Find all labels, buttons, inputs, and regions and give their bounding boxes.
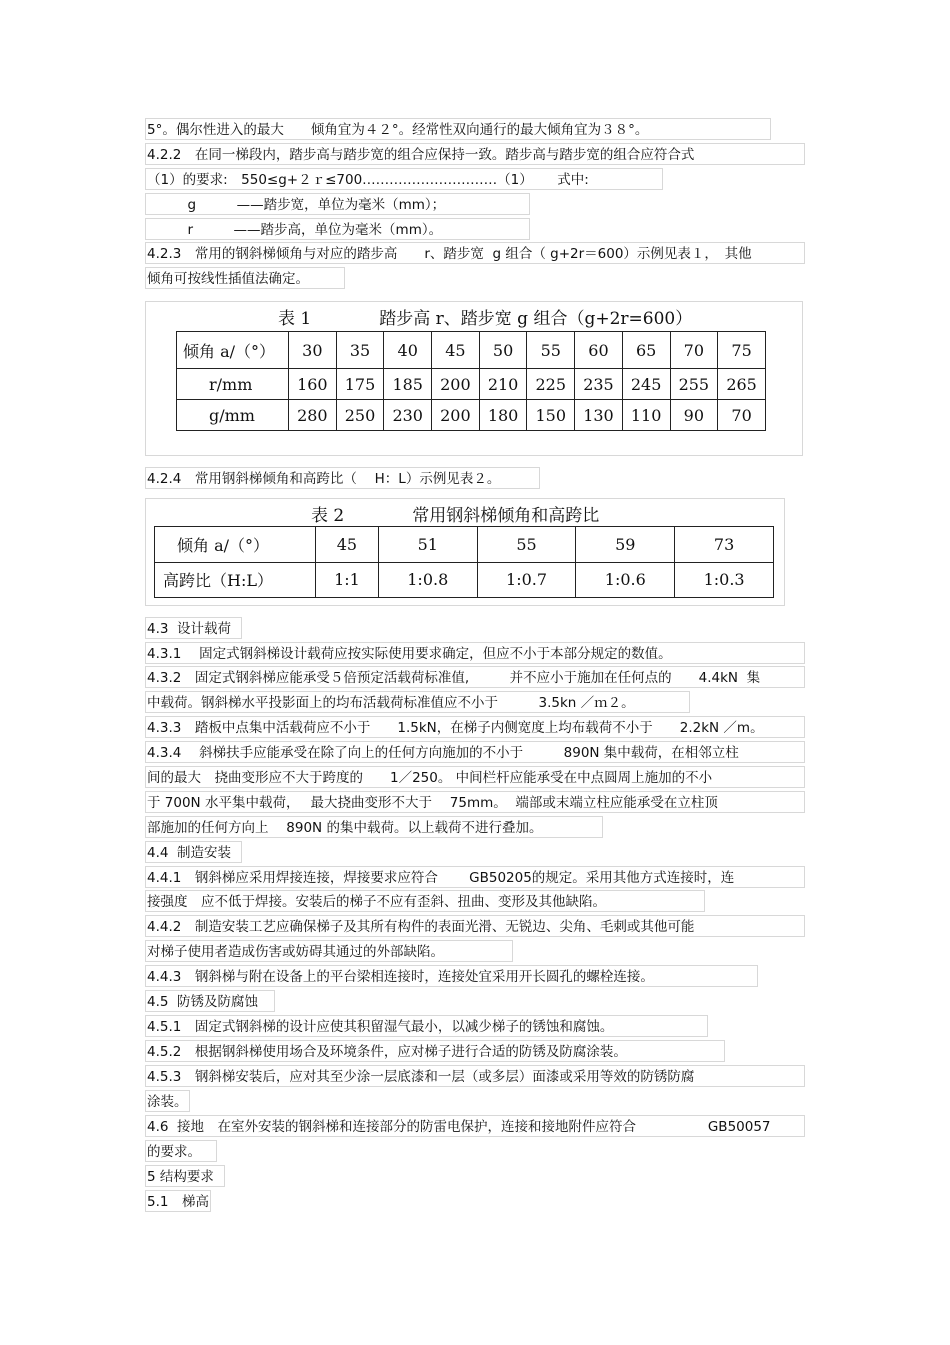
table-cell: 1:0.7: [477, 562, 576, 598]
text-line: 5°。偶尔性进入的最大 倾角宜为４２°。经常性双向通行的最大倾角宜为３８°。: [145, 118, 771, 140]
table-cell: 210: [479, 369, 527, 400]
table-cell: 130: [575, 400, 623, 431]
table-cell: 175: [336, 369, 384, 400]
text-line: 4.5.3 钢斜梯安装后，应对其至少涂一层底漆和一层（或多层）面漆或采用等效的防锈防腐: [145, 1065, 805, 1087]
text-line: 4.3.1 固定式钢斜梯设计载荷应按实际使用要求确定，但应不小于本部分规定的数值。: [145, 642, 805, 664]
text-line: 4.5.2 根据钢斜梯使用场合及环境条件，应对梯子进行合适的防锈及防腐涂装。: [145, 1040, 725, 1062]
section-heading: 4.3 设计载荷: [145, 617, 242, 639]
text-line: 的要求。: [145, 1140, 217, 1162]
table1: [176, 331, 766, 431]
text-line: 部施加的任何方向上 890N 的集中载荷。以上载荷不进行叠加。: [145, 816, 603, 838]
text-line: 4.2.4 常用钢斜梯倾角和高跨比（ H：L）示例见表２。: [145, 467, 540, 489]
table-cell: 230: [384, 400, 432, 431]
text-line: 中载荷。钢斜梯水平投影面上的均布活载荷标准值应不小于 3.5kn ／ｍ２。: [145, 691, 690, 713]
table-cell: 59: [576, 527, 675, 563]
table-cell: 200: [432, 400, 480, 431]
table1-caption: 表 1 踏步高 r、踏步宽 g 组合（g+2r=600）: [278, 309, 693, 329]
text-line: 4.6 接地 在室外安装的钢斜梯和连接部分的防雷电保护，连接和接地附件应符合 GB50057: [145, 1115, 805, 1137]
table-cell: 高跨比（H:L）: [155, 562, 316, 598]
table-cell: 倾角 a/（°）: [177, 332, 289, 369]
table-cell: 180: [479, 400, 527, 431]
table-cell: 185: [384, 369, 432, 400]
text-line: 涂装。: [145, 1090, 190, 1112]
table-cell: 75: [718, 332, 766, 369]
table-cell: 150: [527, 400, 575, 431]
table2-figure: [145, 498, 785, 606]
text-line: 对梯子使用者造成伤害或妨碍其通过的外部缺陷。: [145, 940, 513, 962]
table-row: [177, 332, 766, 369]
text-line: 4.5.1 固定式钢斜梯的设计应使其积留湿气最小，以减少梯子的锈蚀和腐蚀。: [145, 1015, 708, 1037]
table2: [154, 526, 774, 598]
table-row: [177, 369, 766, 400]
table-cell: 90: [670, 400, 718, 431]
table-row: [155, 562, 774, 598]
table-row: [177, 400, 766, 431]
table-cell: 1:0.3: [675, 562, 774, 598]
table-cell: 265: [718, 369, 766, 400]
text-line: 接强度 应不低于焊接。安装后的梯子不应有歪斜、扭曲、变形及其他缺陷。: [145, 890, 705, 912]
table-cell: r/mm: [177, 369, 289, 400]
text-line: （1）的要求: 550≤g+２ｒ≤700…………………………（1） 式中:: [145, 168, 663, 190]
section-heading: 4.4 制造安装: [145, 841, 242, 863]
table-cell: 73: [675, 527, 774, 563]
text-line: 4.2.3 常用的钢斜梯倾角与对应的踏步高 r、踏步宽 g 组合（ g+2r＝600）示例见表１， 其他: [145, 242, 805, 264]
text-line: 4.3.2 固定式钢斜梯应能承受５倍预定活载荷标准值, 并不应小于施加在任何点的 4.4kN 集: [145, 666, 805, 688]
table-cell: 35: [336, 332, 384, 369]
table-cell: 50: [479, 332, 527, 369]
table-cell: 51: [378, 527, 477, 563]
table-cell: 倾角 a/（°）: [155, 527, 316, 563]
text-line: 4.3.3 踏板中点集中活载荷应不小于 1.5kN，在梯子内侧宽度上均布载荷不小于 2.2kN ／m。: [145, 716, 805, 738]
table-cell: 45: [316, 527, 379, 563]
text-line: 间的最大 挠曲变形应不大于跨度的 1／250。 中间栏杆应能承受在中点圆周上施加的不小: [145, 766, 805, 788]
table-cell: 255: [670, 369, 718, 400]
table-cell: 30: [289, 332, 337, 369]
text-line: 4.2.2 在同一梯段内，踏步高与踏步宽的组合应保持一致。踏步高与踏步宽的组合应符合式: [145, 143, 805, 165]
table-cell: 55: [477, 527, 576, 563]
table-cell: 110: [622, 400, 670, 431]
table-cell: g/mm: [177, 400, 289, 431]
text-line: 4.3.4 斜梯扶手应能承受在除了向上的任何方向施加的不小于 890N 集中载荷，在相邻立柱: [145, 741, 805, 763]
table-cell: 245: [622, 369, 670, 400]
table-cell: 160: [289, 369, 337, 400]
table-cell: 65: [622, 332, 670, 369]
table-cell: 70: [718, 400, 766, 431]
table1-figure: [145, 301, 803, 456]
table-cell: 1:1: [316, 562, 379, 598]
table-cell: 1:0.8: [378, 562, 477, 598]
text-line: r ——踏步高，单位为毫米（mm）。: [145, 218, 530, 240]
text-line: g ——踏步宽，单位为毫米（mm）；: [145, 193, 530, 215]
table-cell: 1:0.6: [576, 562, 675, 598]
table-cell: 200: [432, 369, 480, 400]
text-line: 4.4.1 钢斜梯应采用焊接连接，焊接要求应符合 GB50205的规定。采用其他方式连接时，连: [145, 866, 805, 888]
text-line: 倾角可按线性插值法确定。: [145, 267, 345, 289]
text-line: 于 700N 水平集中载荷， 最大挠曲变形不大于 75mm。 端部或末端立柱应能承受在立柱顶: [145, 791, 805, 813]
text-line: 4.4.2 制造安装工艺应确保梯子及其所有构件的表面光滑、无锐边、尖角、毛刺或其他可能: [145, 915, 805, 937]
table-cell: 250: [336, 400, 384, 431]
table-cell: 70: [670, 332, 718, 369]
table-cell: 40: [384, 332, 432, 369]
section-heading: 5.1 梯高: [145, 1190, 211, 1212]
section-heading: 4.5 防锈及防腐蚀: [145, 990, 275, 1012]
text-line: 4.4.3 钢斜梯与附在设备上的平台梁相连接时，连接处宜采用开长圆孔的螺栓连接。: [145, 965, 758, 987]
table-cell: 235: [575, 369, 623, 400]
table-cell: 55: [527, 332, 575, 369]
table-cell: 45: [432, 332, 480, 369]
table2-caption: 表 2 常用钢斜梯倾角和高跨比: [311, 506, 600, 526]
table-cell: 60: [575, 332, 623, 369]
section-heading: 5 结构要求: [145, 1165, 225, 1187]
table-cell: 280: [289, 400, 337, 431]
table-row: [155, 527, 774, 563]
table-cell: 225: [527, 369, 575, 400]
